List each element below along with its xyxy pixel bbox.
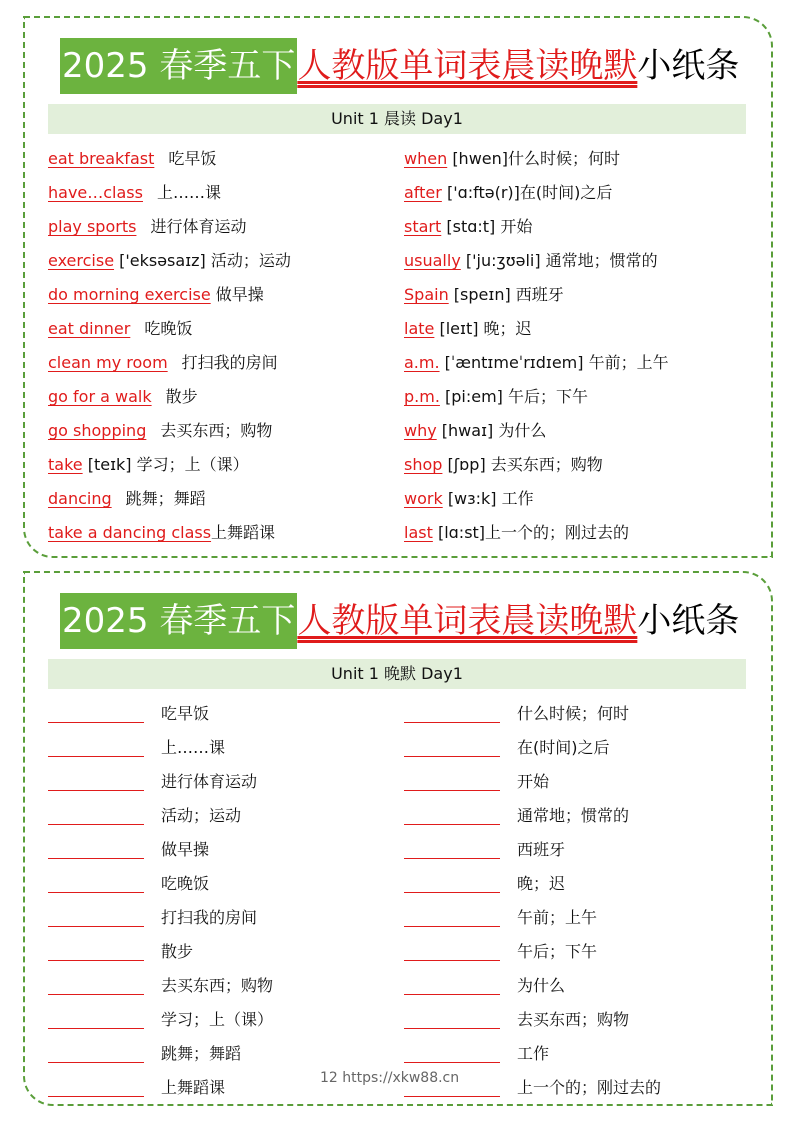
dictation-meaning: 去买东西；购物 <box>161 976 274 995</box>
dictation-meaning: 散步 <box>161 942 194 961</box>
vocab-word: dancing <box>48 489 112 508</box>
vocab-row <box>48 176 291 210</box>
dictation-meaning: 上……课 <box>161 738 226 757</box>
vocab-meaning: 去买东西；购物 <box>160 421 273 440</box>
vocab-row <box>404 448 669 482</box>
blank-line <box>48 1028 144 1029</box>
blank-line <box>404 858 500 859</box>
dictation-meaning: 通常地；惯常的 <box>517 806 630 825</box>
vocab-word: start <box>404 217 442 236</box>
title-year-term: 2025 春季五下 <box>60 593 297 649</box>
vocab-meaning: ['ju:ʒʊəli] 通常地；惯常的 <box>465 251 658 270</box>
vocab-word: go for a walk <box>48 387 152 406</box>
morning-right-column <box>404 142 669 550</box>
vocab-meaning: [ˈæntɪmeˈrɪdɪem] 午前；上午 <box>444 353 669 372</box>
vocab-meaning: [stɑ:t] 开始 <box>446 217 533 236</box>
dictation-meaning: 进行体育运动 <box>161 772 258 791</box>
vocab-meaning: 上舞蹈课 <box>211 523 276 542</box>
vocab-word: play sports <box>48 217 137 236</box>
dictation-meaning: 吃早饭 <box>161 704 210 723</box>
vocab-word: do morning exercise <box>48 285 211 304</box>
vocab-meaning: 做早操 <box>215 285 264 304</box>
vocab-meaning: 吃早饭 <box>168 149 217 168</box>
morning-left-column <box>48 142 291 550</box>
vocab-meaning: ['eksəsaɪz] 活动；运动 <box>119 251 291 270</box>
vocab-row <box>48 380 291 414</box>
vocab-meaning: 散步 <box>165 387 198 406</box>
vocab-row <box>48 516 291 550</box>
vocab-row <box>404 142 669 176</box>
blank-line <box>48 722 144 723</box>
vocab-row <box>48 482 291 516</box>
dictation-meaning: 活动；运动 <box>161 806 242 825</box>
vocab-row <box>48 448 291 482</box>
blank-line <box>48 994 144 995</box>
dictation-meaning: 做早操 <box>161 840 210 859</box>
dictation-meaning: 晚；迟 <box>517 874 566 893</box>
vocab-word: take a dancing class <box>48 523 212 542</box>
vocab-meaning: [speɪn] 西班牙 <box>453 285 564 304</box>
vocab-row <box>404 244 669 278</box>
blank-line <box>48 926 144 927</box>
title-main: 人教版单词表晨读晚默 <box>297 601 638 641</box>
vocab-row <box>48 346 291 380</box>
vocab-row <box>48 414 291 448</box>
blank-line <box>404 1028 500 1029</box>
vocab-word: eat breakfast <box>48 149 155 168</box>
vocab-row <box>48 278 291 312</box>
dictation-meaning: 西班牙 <box>517 840 566 859</box>
blank-line <box>404 722 500 723</box>
vocab-word: last <box>404 523 433 542</box>
blank-line <box>48 790 144 791</box>
vocab-row <box>404 482 669 516</box>
vocab-word: why <box>404 421 437 440</box>
vocab-row <box>48 210 291 244</box>
page-footer: 12 https://xkw88.cn <box>320 1070 460 1086</box>
blank-line <box>48 824 144 825</box>
blank-line <box>48 756 144 757</box>
dictation-meaning: 什么时候；何时 <box>517 704 630 723</box>
blank-line <box>48 1096 144 1097</box>
blank-line <box>404 756 500 757</box>
vocab-word: after <box>404 183 442 202</box>
vocab-meaning: [wɜ:k] 工作 <box>447 489 534 508</box>
vocab-meaning: [teɪk] 学习；上（课） <box>87 455 249 474</box>
blank-line <box>404 892 500 893</box>
blank-line <box>48 1062 144 1063</box>
dictation-meaning: 在(时间)之后 <box>517 738 610 757</box>
vocab-row <box>404 346 669 380</box>
blank-line <box>404 790 500 791</box>
vocab-meaning: [lɑ:st]上一个的；刚过去的 <box>437 523 630 542</box>
vocab-row <box>404 312 669 346</box>
blank-line <box>48 960 144 961</box>
dictation-meaning: 去买东西；购物 <box>517 1010 630 1029</box>
vocab-word: a.m. <box>404 353 440 372</box>
vocab-meaning: [hwen]什么时候；何时 <box>452 149 621 168</box>
blank-line <box>404 994 500 995</box>
vocab-row <box>404 380 669 414</box>
dictation-meaning: 工作 <box>517 1044 550 1063</box>
vocab-word: go shopping <box>48 421 147 440</box>
dictation-meaning: 吃晚饭 <box>161 874 210 893</box>
vocab-row <box>404 176 669 210</box>
title-main: 人教版单词表晨读晚默 <box>297 46 638 86</box>
morning-reading-card <box>23 16 773 558</box>
vocab-word: clean my room <box>48 353 168 372</box>
vocab-row <box>404 210 669 244</box>
dictation-meaning: 午后；下午 <box>517 942 598 961</box>
dictation-meaning: 上舞蹈课 <box>161 1078 226 1097</box>
unit-band-evening: Unit 1 晚默 Day1 <box>48 659 746 689</box>
vocab-word: Spain <box>404 285 449 304</box>
vocab-row <box>404 414 669 448</box>
evening-dictation-card <box>23 571 773 1106</box>
dictation-meaning: 上一个的；刚过去的 <box>517 1078 662 1097</box>
dictation-meaning: 开始 <box>517 772 550 791</box>
blank-line <box>48 858 144 859</box>
vocab-word: work <box>404 489 443 508</box>
title-suffix: 小纸条 <box>637 46 740 86</box>
vocab-meaning: 吃晚饭 <box>144 319 193 338</box>
vocab-word: late <box>404 319 435 338</box>
vocab-meaning: [leɪt] 晚；迟 <box>439 319 532 338</box>
vocab-meaning: 上……课 <box>156 183 221 202</box>
vocab-meaning: [ʃɒp] 去买东西；购物 <box>447 455 603 474</box>
vocab-meaning: 进行体育运动 <box>150 217 247 236</box>
vocab-row <box>404 278 669 312</box>
vocab-word: usually <box>404 251 461 270</box>
vocab-meaning: ['ɑ:ftə(r)]在(时间)之后 <box>446 183 613 202</box>
blank-line <box>404 824 500 825</box>
vocab-word: p.m. <box>404 387 440 406</box>
vocab-word: shop <box>404 455 443 474</box>
page-title <box>60 593 739 649</box>
dictation-meaning: 学习；上（课） <box>161 1010 274 1029</box>
vocab-row <box>404 516 669 550</box>
dictation-meaning: 为什么 <box>517 976 566 995</box>
blank-line <box>404 1062 500 1063</box>
vocab-word: eat dinner <box>48 319 131 338</box>
vocab-meaning: 跳舞；舞蹈 <box>125 489 206 508</box>
vocab-word: have…class <box>48 183 143 202</box>
blank-line <box>404 1096 500 1097</box>
page-title <box>60 38 739 94</box>
vocab-row <box>48 142 291 176</box>
vocab-meaning: [hwaɪ] 为什么 <box>441 421 547 440</box>
dictation-meaning: 跳舞；舞蹈 <box>161 1044 242 1063</box>
title-suffix: 小纸条 <box>637 601 740 641</box>
vocab-word: when <box>404 149 448 168</box>
vocab-word: take <box>48 455 83 474</box>
title-year-term: 2025 春季五下 <box>60 38 297 94</box>
vocab-word: exercise <box>48 251 115 270</box>
vocab-row <box>48 312 291 346</box>
blank-line <box>404 926 500 927</box>
vocab-meaning: 打扫我的房间 <box>181 353 278 372</box>
blank-line <box>404 960 500 961</box>
unit-band-morning: Unit 1 晨读 Day1 <box>48 104 746 134</box>
blank-line <box>48 892 144 893</box>
dictation-meaning: 午前；上午 <box>517 908 598 927</box>
vocab-row <box>48 244 291 278</box>
vocab-meaning: [pi:em] 午后；下午 <box>445 387 589 406</box>
dictation-meaning: 打扫我的房间 <box>161 908 258 927</box>
